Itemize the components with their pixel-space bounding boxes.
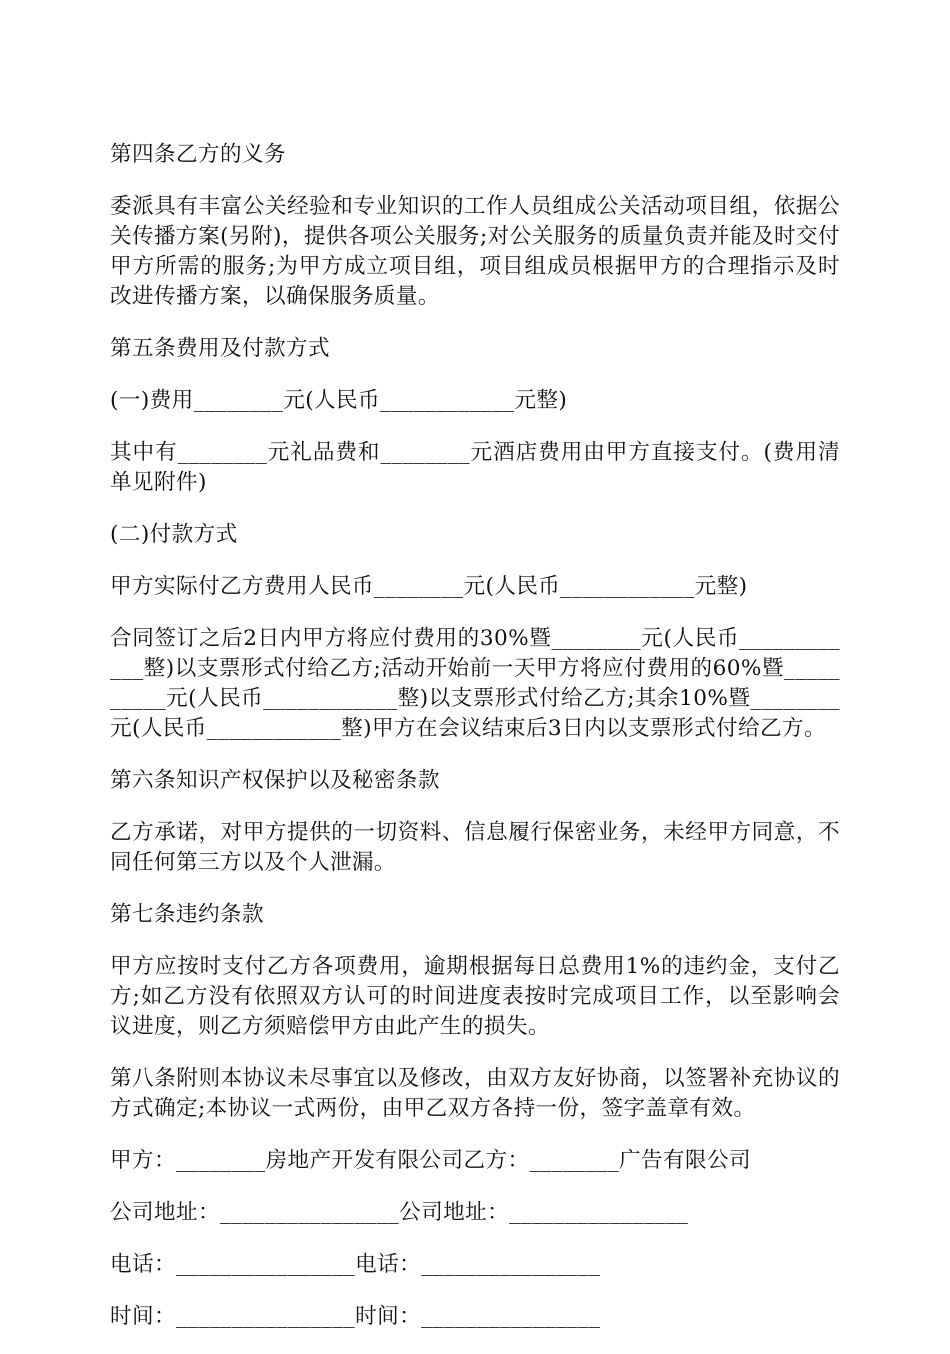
- article-6-body: 乙方承诺，对甲方提供的一切资料、信息履行保密业务，未经甲方同意，不同任何第三方以及个人泄漏。: [110, 820, 840, 875]
- fee-detail: 其中有________元礼品费和________元酒店费用由甲方直接支付。(费用清单见附件): [110, 440, 840, 495]
- article-7-body: 甲方应按时支付乙方各项费用，逾期根据每日总费用1%的违约金，支付乙方;如乙方没有依照双方认可的时间进度表按时完成项目工作，以至影响会议进度，则乙方须赔偿甲方由此产生的损失。: [110, 954, 840, 1039]
- article-6-title: 第六条知识产权保护以及秘密条款: [110, 768, 440, 793]
- article-4-title: 第四条乙方的义务: [110, 142, 286, 167]
- payment-schedule: 合同签订之后2日内甲方将应付费用的30%暨________元(人民币____________整)以支票形式付给乙方;活动开始前一天甲方将应付费用的60%暨__________元(人民币____________整)以支票形式付给乙方;其余10%暨________元(人民币____________整)甲方在会议结束后3日内以支票形式付给乙方。: [110, 626, 840, 741]
- article-7-title: 第七条违约条款: [110, 902, 264, 927]
- payment-method-title: (二)付款方式: [110, 522, 238, 547]
- signature-time: 时间：________________时间：________________: [110, 1304, 601, 1329]
- payment-total: 甲方实际付乙方费用人民币________元(人民币____________元整): [110, 574, 748, 599]
- contract-page: [110, 140, 840, 1354]
- signature-address: 公司地址：________________公司地址：________________: [110, 1200, 689, 1225]
- article-8-body: 第八条附则本协议未尽事宜以及修改，由双方友好协商，以签署补充协议的方式确定;本协议一式两份，由甲乙双方各持一份，签字盖章有效。: [110, 1066, 840, 1121]
- article-5-title: 第五条费用及付款方式: [110, 336, 330, 361]
- article-4-body: 委派具有丰富公关经验和专业知识的工作人员组成公关活动项目组，依据公关传播方案(另附)，提供各项公关服务;对公关服务的质量负责并能及时交付甲方所需的服务;为甲方成立项目组，项目组成员根据甲方的合理指示及时改进传播方案，以确保服务质量。: [110, 194, 840, 309]
- signature-phone: 电话：________________电话：________________: [110, 1252, 601, 1277]
- fee-amount-line: (一)费用________元(人民币____________元整): [110, 388, 568, 413]
- signature-parties: 甲方：________房地产开发有限公司乙方：________广告有限公司: [110, 1148, 752, 1173]
